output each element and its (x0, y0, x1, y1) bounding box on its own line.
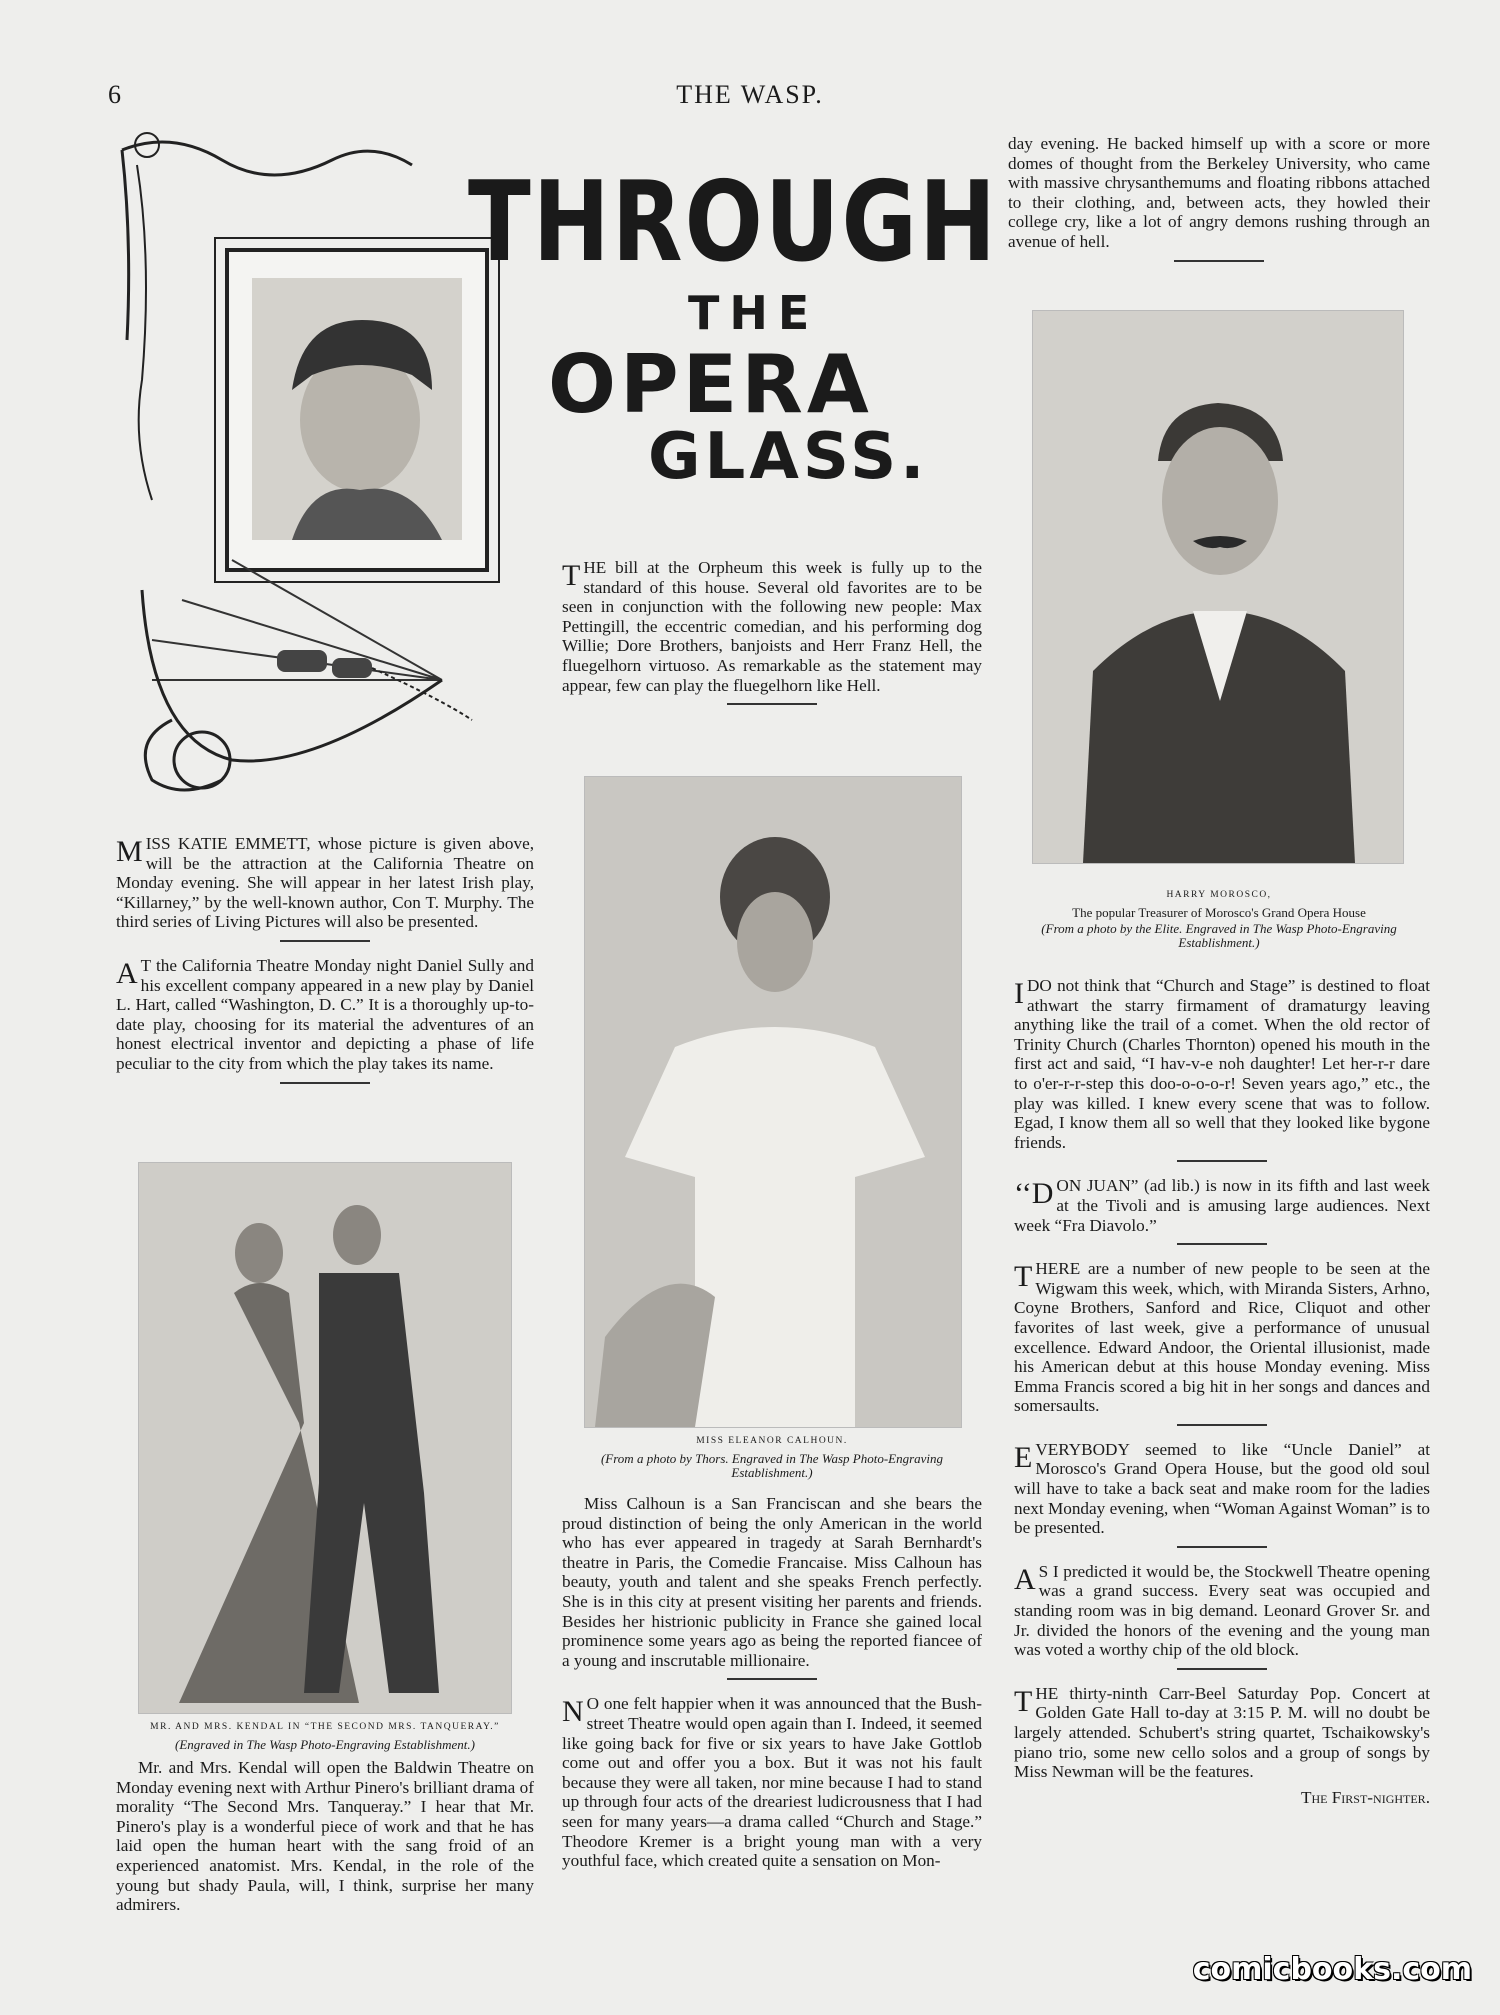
calhoun-paragraph: Miss Calhoun is a San Franciscan and she bears the proud distinction of being the only American in the world who has ever appeared in tragedy at Sarah Bernhardt's theatre in Paris, the Comedie Francaise. Miss Calhoun has beauty, youth and talent and she speaks French perfectly. She is in this city at present visiting her parents and friends. Besides her histrionic publicity in France she gained local prominence some years ago as being the reported fiancee of a young and inscrutable millionaire. (562, 1494, 982, 1670)
masthead-line-the: THE (688, 286, 820, 340)
publication-title: THE WASP. (676, 80, 824, 109)
page-number: 6 (108, 80, 121, 109)
drop-cap: N (562, 1695, 584, 1729)
masthead-line-glass: GLASS. (648, 420, 929, 494)
section-divider (727, 1678, 817, 1680)
drop-cap: A (116, 956, 138, 990)
morosco-caption: HARRY MOROSCO, (1166, 890, 1272, 900)
wigwam-paragraph: HERE are a number of new people to be seen at the Wigwam this week, which, with Miranda Sisters, Arhno, Coyne Brothers, Sanford and Rice, Cliquot and other favorites of last week, give a performance of unusual excellence. Edward Andoor, the Oriental illusionist, made his American debut at this house Monday evening. Miss Emma Francis scored a big hit in her songs and dances and somersaults. (1014, 1259, 1430, 1416)
morosco-title: The popular Treasurer of Morosco's Grand Opera House (1072, 905, 1366, 920)
berkeley-paragraph: day evening. He backed himself up with a score or more domes of thought from the Berkeley University, who came with massive chrysanthemums and floating ribbons attached to their clothing, and, between acts, they howled their college cry, like a lot of angry demons rushing through an avenue of hell. (1008, 134, 1430, 251)
uncle-daniel-paragraph: VERYBODY seemed to like “Uncle Daniel” at Morosco's Grand Opera House, but the good old soul will have to take a back seat and make room for the ladies next Monday evening, when “Woman Against Woman” is to be presented. (1014, 1439, 1430, 1538)
middle-column-text (562, 1494, 982, 1871)
left-column-top (116, 834, 534, 1098)
right-column-top (1008, 134, 1430, 276)
kendal-paragraph: Mr. and Mrs. Kendal will open the Baldwin Theatre on Monday evening next with Arthur Pinero's brilliant drama of morality “The Second Mrs. Tanqueray.” I hear that Mr. Pinero's play is a wonderful piece of work and that he has laid open the human heart with the sang froid of an experienced anatomist. Mrs. Kendal, in the role of the young but shady Paula, will, I think, surprise her many admirers. (116, 1758, 534, 1915)
morosco-photo (1032, 310, 1404, 864)
drop-cap: T (1014, 1260, 1033, 1294)
drop-cap: I (1014, 977, 1024, 1010)
drop-cap: M (116, 835, 143, 868)
section-divider (1174, 260, 1264, 262)
orpheum-paragraph: HE bill at the Orpheum this week is fully up to the standard of this house. Several old favorites are to be seen in conjunction with the following new people: Max Pettingill, the eccentric comedian, and his performing dog Willie; Dore Brothers, banjoists and Herr Franz Hell, the fluegelhorn virtuoso. As remarkable as the statement may appear, few can play the fluegelhorn like Hell. (562, 558, 982, 695)
drop-cap: T (562, 559, 581, 592)
calhoun-credit: (From a photo by Thors. Engraved in The Wasp Photo-Engraving Establishment.) (600, 1451, 944, 1480)
section-divider (280, 940, 370, 942)
section-divider (727, 703, 817, 705)
section-divider (1177, 1424, 1267, 1426)
intro-paragraph-block (562, 558, 982, 719)
section-divider (1177, 1546, 1267, 1548)
right-column-text (1014, 976, 1430, 1807)
kendal-credit: (Engraved in The Wasp Photo-Engraving Establishment.) (175, 1737, 475, 1752)
left-column-bottom (116, 1758, 534, 1915)
author-signature: The First-nighter. (1300, 1787, 1430, 1807)
don-juan-paragraph: ON JUAN” (ad lib.) is now in its fifth and last week at the Tivoli and is amusing large audiences. Next week “Fra Diavolo.” (1014, 1176, 1430, 1235)
drop-cap: A (1014, 1562, 1036, 1596)
katie-emmett-paragraph: ISS KATIE EMMETT, whose picture is given above, will be the attraction at the California Theatre on Monday evening. She will appear in her latest Irish play, “Killarney,” by the well-known author, Con T. Murphy. The third series of Living Pictures will also be presented. (116, 834, 534, 932)
site-watermark: comicbooks.com (1192, 1952, 1472, 1987)
kendal-photo (138, 1162, 512, 1714)
stockwell-paragraph: S I predicted it would be, the Stockwell Theatre opening was a grand success. Every seat was occupied and standing room was in big demand. Leonard Grover Sr. and Jr. divided the honors of the evening and the young man was voted a worthy chip of the old block. (1014, 1561, 1430, 1660)
calhoun-caption: MISS ELEANOR CALHOUN. (696, 1436, 848, 1446)
section-divider (1177, 1160, 1267, 1162)
masthead-line-opera: OPERA (548, 338, 873, 431)
masthead-title (468, 158, 999, 538)
section-divider (1177, 1243, 1267, 1245)
drop-cap: E (1014, 1440, 1033, 1474)
section-divider (280, 1082, 370, 1084)
church-and-stage-paragraph: DO not think that “Church and Stage” is destined to float athwart the starry firmament of dramaturgy leaving anything like the trail of a comet. When the old rector of Trinity Church (Charles Thornton) opened his mouth in the first act and said, “I hav-v-e noh daughter! Let her-r-r dare to o'er-r-r-step this doo-o-o-o-r! Seven years ago,” etc., the play was killed. I knew every scene that was to follow. Egad, I know them all so well that they looked like bygone friends. (1014, 976, 1430, 1152)
kendal-caption: MR. AND MRS. KENDAL IN “THE SECOND MRS. TANQUERAY.” (150, 1722, 500, 1732)
morosco-credit: (From a photo by the Elite. Engraved in The Wasp Photo-Engraving Establishment.) (1041, 921, 1397, 950)
masthead-line-through: THROUGH (468, 158, 999, 287)
california-theatre-paragraph: T the California Theatre Monday night Daniel Sully and his excellent company appeared in a new play by Daniel L. Hart, called “Washington, D. C.” It is a thoroughly up-to-date play, choosing for its material the adventures of an honest electrical inventor and depicting a phase of life peculiar to the city from which the play takes its name. (116, 955, 534, 1073)
bush-street-paragraph: O one felt happier when it was announced that the Bush-street Theatre would open again than I. Indeed, it seemed like going back for five or six years to have Jake Gottlob come out and offer you a box. But it was not his fault because they were all taken, nor mine because I had to stand up through four acts of the dreariest ludicrousness that I had seen for many years—a drama called “Church and Stage.” Theodore Kremer is a bright young man with a very youthful face, which created quite a sensation on Mon- (562, 1694, 982, 1871)
carr-beel-paragraph: HE thirty-ninth Carr-Beel Saturday Pop. Concert at Golden Gate Hall to-day at 3:15 P. M. will no doubt be largely attended. Schubert's string quartet, Tschaikowsky's piano trio, some new cello solos and a group of songs by Miss Newman will be the features. (1014, 1683, 1430, 1782)
drop-cap: ‘‘D (1014, 1177, 1054, 1211)
drop-cap: T (1014, 1684, 1033, 1718)
section-divider (1177, 1668, 1267, 1670)
calhoun-photo (584, 776, 962, 1428)
